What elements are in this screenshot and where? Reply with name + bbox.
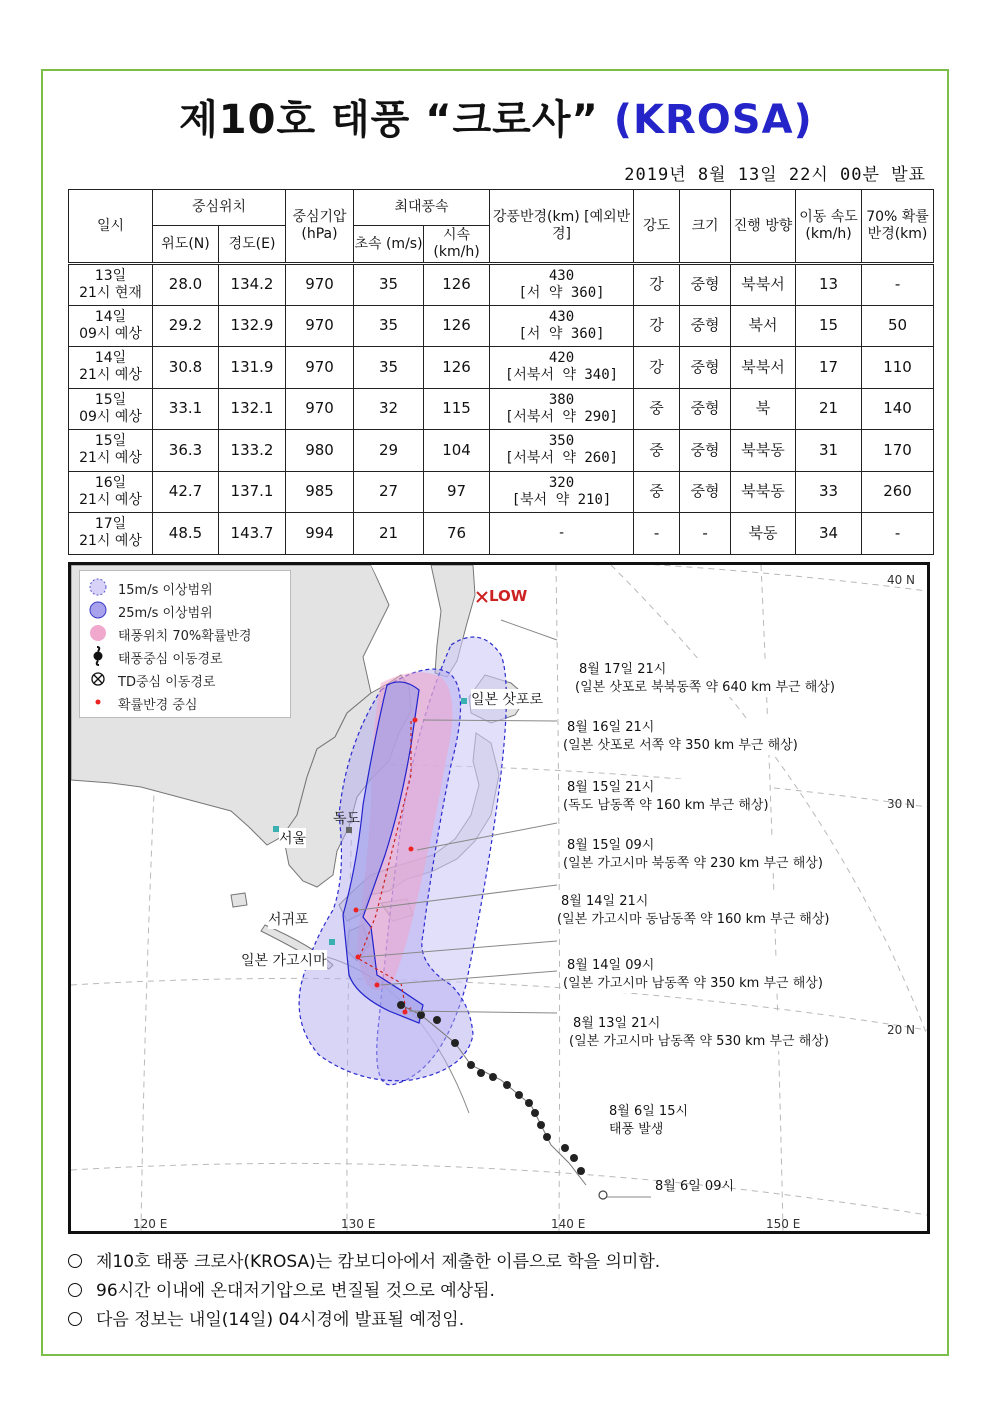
- cell-prob: -: [862, 513, 934, 555]
- cell-direction: 북북동: [731, 471, 796, 513]
- cell-intensity: -: [634, 513, 680, 555]
- cell-kmh: 76: [424, 513, 490, 555]
- low-label: LOW: [489, 587, 528, 605]
- cell-lat: 30.8: [153, 347, 219, 389]
- cell-ms: 35: [354, 264, 424, 306]
- pink-circle-icon: [88, 623, 112, 645]
- cell-radius: 320 [북서 약 210]: [490, 471, 634, 513]
- legend-row-prob: 태풍위치 70%확률반경: [88, 623, 252, 645]
- filled-circle-icon: [88, 600, 112, 622]
- cell-datetime: 14일 09시 예상: [69, 305, 153, 347]
- th-prob: 70% 확률 반경(km): [862, 190, 934, 264]
- annotation-0814-09: 8월 14일 09시 (일본 가고시마 남동쪽 약 350 km 부근 해상): [563, 958, 823, 991]
- lon-label-120: 120 E: [133, 1217, 168, 1231]
- cell-direction: 북북서: [731, 264, 796, 306]
- cell-intensity: 강: [634, 305, 680, 347]
- cell-prob: 170: [862, 430, 934, 472]
- cell-lon: 137.1: [219, 471, 286, 513]
- cell-direction: 북북서: [731, 347, 796, 389]
- title-main: 제10호 태풍 “크로사”: [179, 97, 599, 143]
- cell-pressure: 985: [286, 471, 354, 513]
- th-ms: 초속 (m/s): [354, 226, 424, 264]
- cell-intensity: 중: [634, 388, 680, 430]
- table-row: [69, 388, 934, 430]
- cell-radius: -: [490, 513, 634, 555]
- cell-pressure: 970: [286, 388, 354, 430]
- cell-kmh: 126: [424, 347, 490, 389]
- th-speed: 이동 속도 (km/h): [796, 190, 862, 264]
- cell-speed: 17: [796, 347, 862, 389]
- cell-lon: 134.2: [219, 264, 286, 306]
- cell-size: 중형: [680, 264, 731, 306]
- cell-prob: -: [862, 264, 934, 306]
- cell-pressure: 994: [286, 513, 354, 555]
- title-english: (KROSA): [613, 97, 813, 143]
- lon-label-130: 130 E: [341, 1217, 376, 1231]
- annotation-start: 8월 6일 09시: [655, 1179, 735, 1194]
- typhoon-symbol-icon: [88, 646, 112, 668]
- th-center: 중심위치: [153, 190, 286, 226]
- cell-kmh: 97: [424, 471, 490, 513]
- cell-radius: 430 [서 약 360]: [490, 264, 634, 306]
- circle-bullet-icon: [68, 1254, 82, 1268]
- cell-size: 중형: [680, 471, 731, 513]
- cell-datetime: 15일 09시 예상: [69, 388, 153, 430]
- lat-label-40: 40 N: [886, 573, 915, 587]
- th-lat: 위도(N): [153, 226, 219, 264]
- lat-label-30: 30 N: [886, 797, 915, 811]
- cell-size: 중형: [680, 305, 731, 347]
- cell-ms: 35: [354, 305, 424, 347]
- note-item: 다음 정보는 내일(14일) 04시경에 발표될 예정임.: [68, 1306, 660, 1335]
- legend-row-probcenter: 확률반경 중심: [88, 692, 197, 714]
- cell-intensity: 강: [634, 347, 680, 389]
- cell-pressure: 970: [286, 347, 354, 389]
- cell-speed: 34: [796, 513, 862, 555]
- cell-direction: 북동: [731, 513, 796, 555]
- cell-lat: 48.5: [153, 513, 219, 555]
- red-dot-icon: [88, 692, 112, 714]
- circle-bullet-icon: [68, 1312, 82, 1326]
- dashed-circle-icon: [88, 577, 112, 599]
- th-intensity: 강도: [634, 190, 680, 264]
- lat-label-20: 20 N: [886, 1023, 915, 1037]
- legend-row-15ms: 15m/s 이상범위: [88, 577, 213, 599]
- annotation-genesis: 8월 6일 15시 태풍 발생: [609, 1104, 689, 1137]
- cell-kmh: 104: [424, 430, 490, 472]
- th-kmh: 시속 (km/h): [424, 226, 490, 264]
- forecast-table: [68, 189, 934, 555]
- cell-pressure: 970: [286, 305, 354, 347]
- legend-row-track: 태풍중심 이동경로: [88, 646, 223, 668]
- cell-direction: 북북동: [731, 430, 796, 472]
- place-dokdo: 독도: [333, 811, 361, 827]
- cell-ms: 29: [354, 430, 424, 472]
- cell-prob: 110: [862, 347, 934, 389]
- cell-ms: 35: [354, 347, 424, 389]
- table-row: [69, 305, 934, 347]
- cell-speed: 33: [796, 471, 862, 513]
- legend-row-td: TD중심 이동경로: [88, 669, 215, 691]
- cell-ms: 32: [354, 388, 424, 430]
- cell-lat: 28.0: [153, 264, 219, 306]
- cell-ms: 27: [354, 471, 424, 513]
- cell-size: 중형: [680, 430, 731, 472]
- cell-datetime: 16일 21시 예상: [69, 471, 153, 513]
- cell-lon: 131.9: [219, 347, 286, 389]
- cell-lon: 143.7: [219, 513, 286, 555]
- annotation-0816: 8월 16일 21시 (일본 삿포로 서쪽 약 350 km 부근 해상): [563, 720, 798, 753]
- cell-prob: 260: [862, 471, 934, 513]
- lon-label-150: 150 E: [766, 1217, 801, 1231]
- issue-time: 2019년 8월 13일 22시 00분 발표: [624, 165, 926, 185]
- note-item: 96시간 이내에 온대저기압으로 변질될 것으로 예상됨.: [68, 1277, 660, 1306]
- cell-speed: 15: [796, 305, 862, 347]
- place-sapporo: 일본 삿포로: [471, 689, 543, 709]
- map-legend: [79, 570, 291, 718]
- place-seoul: 서울: [279, 828, 306, 848]
- cell-pressure: 980: [286, 430, 354, 472]
- circle-bullet-icon: [68, 1283, 82, 1297]
- cell-lat: 42.7: [153, 471, 219, 513]
- cell-pressure: 970: [286, 264, 354, 306]
- th-direction: 진행 방향: [731, 190, 796, 264]
- cell-kmh: 126: [424, 264, 490, 306]
- cell-kmh: 126: [424, 305, 490, 347]
- td-symbol-icon: [88, 669, 112, 691]
- legend-row-25ms: 25m/s 이상범위: [88, 600, 213, 622]
- cell-prob: 140: [862, 388, 934, 430]
- cell-lon: 132.1: [219, 388, 286, 430]
- annotation-0815-09: 8월 15일 09시 (일본 가고시마 북동쪽 약 230 km 부근 해상): [563, 838, 823, 871]
- cell-size: 중형: [680, 347, 731, 389]
- page-title: [0, 88, 992, 145]
- th-radius: 강풍반경(km) [예외반경]: [490, 190, 634, 264]
- cell-lat: 33.1: [153, 388, 219, 430]
- cell-radius: 380 [서북서 약 290]: [490, 388, 634, 430]
- notes: [68, 1248, 660, 1335]
- annotation-0813: 8월 13일 21시 (일본 가고시마 남동쪽 약 530 km 부근 해상): [569, 1016, 829, 1049]
- cell-radius: 350 [서북서 약 260]: [490, 430, 634, 472]
- cell-speed: 13: [796, 264, 862, 306]
- cell-intensity: 중: [634, 430, 680, 472]
- cell-lat: 29.2: [153, 305, 219, 347]
- annotation-0817: 8월 17일 21시 (일본 삿포로 북북동쪽 약 640 km 부근 해상): [575, 662, 835, 695]
- cell-lon: 132.9: [219, 305, 286, 347]
- cell-size: 중형: [680, 388, 731, 430]
- cell-radius: 430 [서 약 360]: [490, 305, 634, 347]
- cell-size: -: [680, 513, 731, 555]
- table-row: [69, 347, 934, 389]
- place-kagoshima: 일본 가고시마: [241, 950, 327, 970]
- cell-datetime: 14일 21시 예상: [69, 347, 153, 389]
- cell-speed: 31: [796, 430, 862, 472]
- forecast-table-body: [69, 264, 934, 555]
- cell-ms: 21: [354, 513, 424, 555]
- note-item: 제10호 태풍 크로사(KROSA)는 캄보디아에서 제출한 이름으로 학을 의미함.: [68, 1248, 660, 1277]
- cell-lon: 133.2: [219, 430, 286, 472]
- cell-kmh: 115: [424, 388, 490, 430]
- table-row: [69, 513, 934, 555]
- table-row: [69, 471, 934, 513]
- th-size: 크기: [680, 190, 731, 264]
- cell-speed: 21: [796, 388, 862, 430]
- th-datetime: 일시: [69, 190, 153, 264]
- table-row: [69, 430, 934, 472]
- th-maxwind: 최대풍속: [354, 190, 490, 226]
- cell-datetime: 17일 21시 예상: [69, 513, 153, 555]
- place-seogwipo: 서귀포: [268, 909, 309, 929]
- th-pressure: 중심기압 (hPa): [286, 190, 354, 264]
- cell-direction: 북: [731, 388, 796, 430]
- lon-label-140: 140 E: [551, 1217, 586, 1231]
- cell-direction: 북서: [731, 305, 796, 347]
- cell-prob: 50: [862, 305, 934, 347]
- cell-radius: 420 [서북서 약 340]: [490, 347, 634, 389]
- track-map: [68, 562, 930, 1234]
- table-row: [69, 264, 934, 306]
- cell-intensity: 강: [634, 264, 680, 306]
- th-lon: 경도(E): [219, 226, 286, 264]
- cell-datetime: 13일 21시 현재: [69, 264, 153, 306]
- annotation-0815-21: 8월 15일 21시 (독도 남동쪽 약 160 km 부근 해상): [563, 780, 769, 813]
- cell-datetime: 15일 21시 예상: [69, 430, 153, 472]
- cell-intensity: 중: [634, 471, 680, 513]
- annotation-0814-21: 8월 14일 21시 (일본 가고시마 동남동쪽 약 160 km 부근 해상): [557, 894, 830, 927]
- cell-lat: 36.3: [153, 430, 219, 472]
